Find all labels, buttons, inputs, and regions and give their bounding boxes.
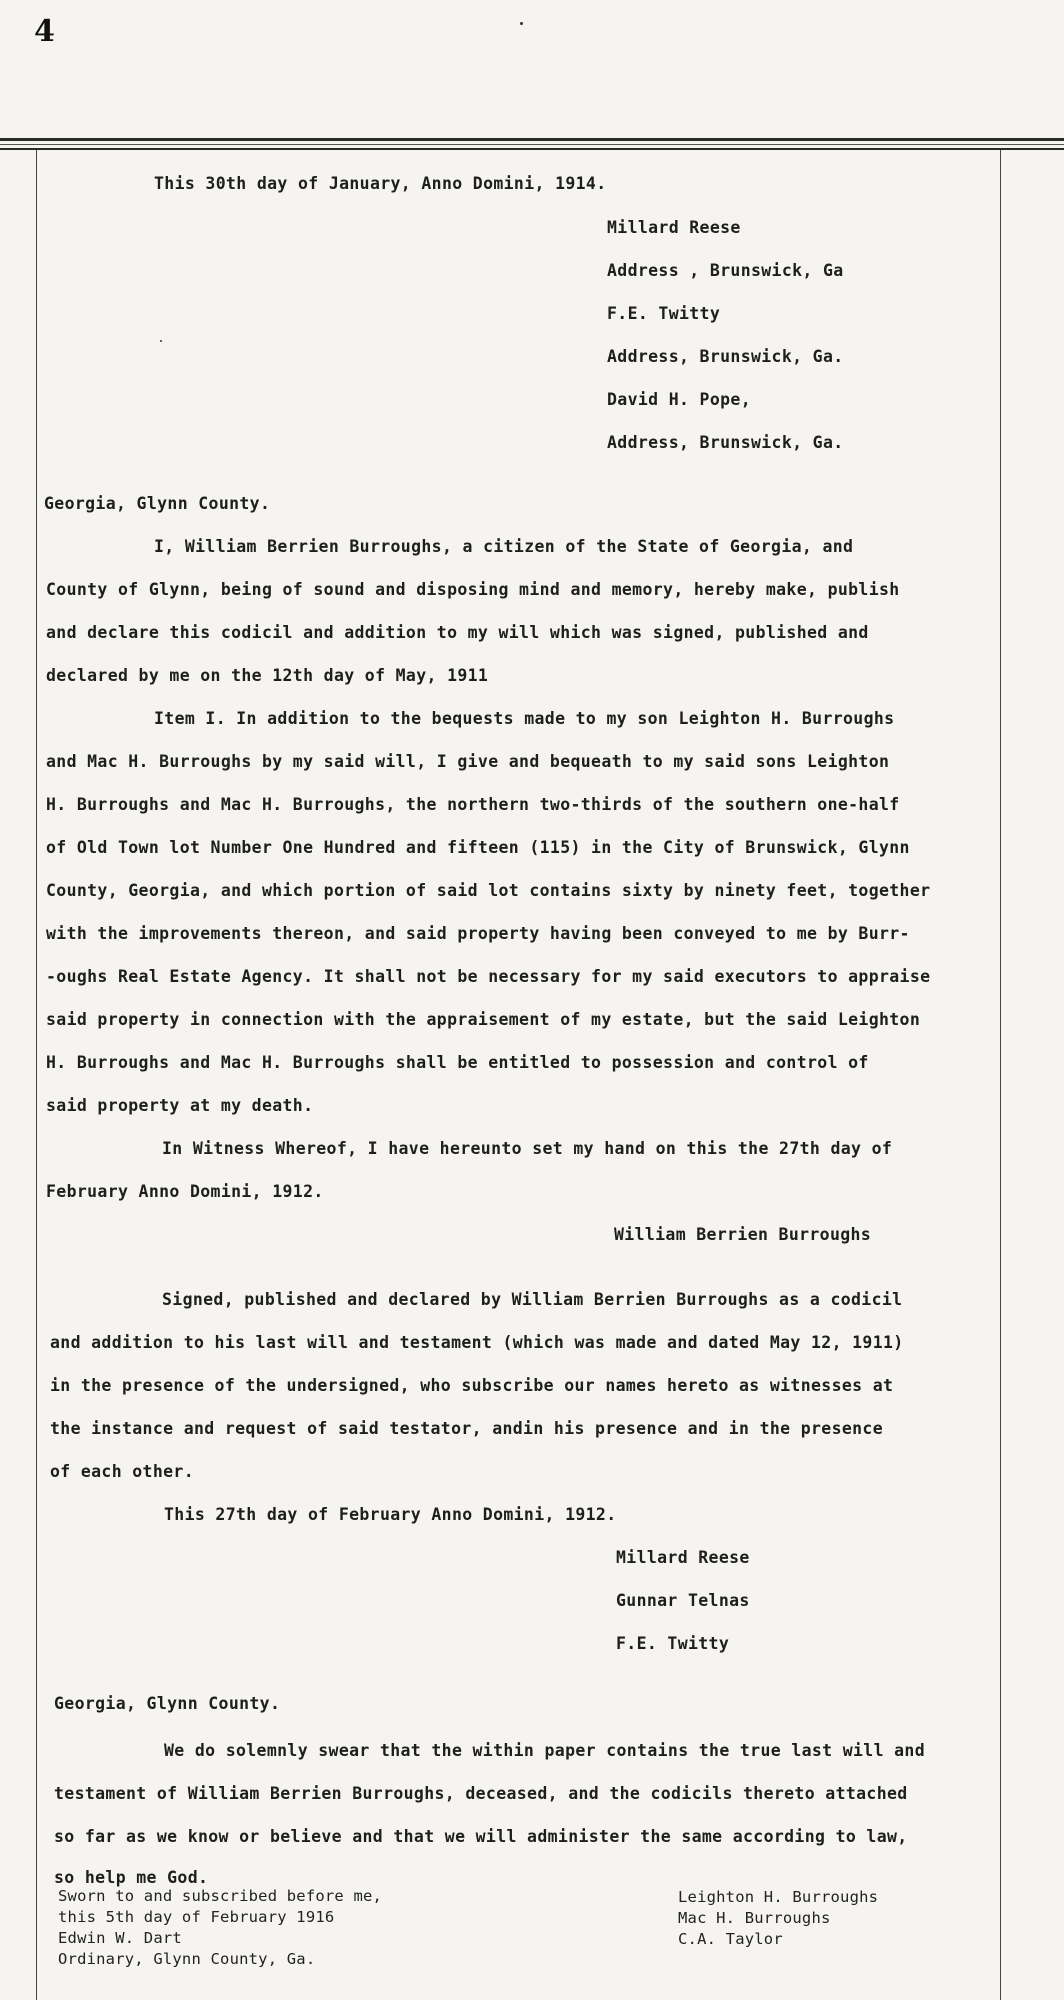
item-one-line: with the improvements thereon, and said property having been conveyed to me by Burr- <box>46 924 910 943</box>
header-rule-thin <box>0 144 1064 145</box>
executor-name: Mac H. Burroughs <box>678 1909 831 1927</box>
sworn-line: Sworn to and subscribed before me, <box>58 1887 383 1905</box>
witness-address: Address , Brunswick, Ga <box>607 261 844 280</box>
sworn-line: Edwin W. Dart <box>58 1929 182 1947</box>
item-one-line: said property in connection with the appraisement of my estate, but the said Leighton <box>46 1010 921 1029</box>
left-margin-line <box>36 150 37 2000</box>
attestation-date-line: This 27th day of February Anno Domini, 1912. <box>164 1505 617 1524</box>
witness-whereof-line: February Anno Domini, 1912. <box>46 1182 324 1201</box>
attesting-witness: Gunnar Telnas <box>616 1591 750 1610</box>
venue-line: Georgia, Glynn County. <box>44 494 271 513</box>
executor-name: Leighton H. Burroughs <box>678 1888 879 1906</box>
attestation-line: and addition to his last will and testament (which was made and dated May 12, 1911) <box>50 1333 904 1352</box>
witness-name: Millard Reese <box>607 218 741 237</box>
paper-speck <box>160 340 162 342</box>
witness-name: F.E. Twitty <box>607 304 721 323</box>
attestation-line: in the presence of the undersigned, who subscribe our names hereto as witnesses at <box>50 1376 894 1395</box>
codicil-paragraph-line: County of Glynn, being of sound and disposing mind and memory, hereby make, publish <box>46 580 900 599</box>
witness-name: David H. Pope, <box>607 390 751 409</box>
oath-line: testament of William Berrien Burroughs, deceased, and the codicils thereto attached <box>54 1784 908 1803</box>
witness-address: Address, Brunswick, Ga. <box>607 347 844 366</box>
oath-line: so help me God. <box>54 1868 209 1887</box>
testator-signature: William Berrien Burroughs <box>614 1225 872 1244</box>
oath-line: We do solemnly swear that the within paper contains the true last will and <box>164 1741 926 1760</box>
item-one-line: -oughs Real Estate Agency. It shall not be necessary for my said executors to appraise <box>46 967 931 986</box>
page-number: 4 <box>34 14 55 49</box>
header-rule-lower <box>0 148 1064 150</box>
item-one-line: H. Burroughs and Mac H. Burroughs shall be entitled to possession and control of <box>46 1053 869 1072</box>
sworn-line: Ordinary, Glynn County, Ga. <box>58 1950 316 1968</box>
witness-address: Address, Brunswick, Ga. <box>607 433 844 452</box>
codicil-paragraph-line: and declare this codicil and addition to my will which was signed, published and <box>46 623 869 642</box>
attestation-line: of each other. <box>50 1462 194 1481</box>
item-one-line: H. Burroughs and Mac H. Burroughs, the northern two-thirds of the southern one-half <box>46 795 900 814</box>
item-one-line: Item I. In addition to the bequests made to my son Leighton H. Burroughs <box>154 709 895 728</box>
witness-whereof-line: In Witness Whereof, I have hereunto set my hand on this the 27th day of <box>162 1139 893 1158</box>
attesting-witness: F.E. Twitty <box>616 1634 730 1653</box>
header-rule <box>0 138 1064 141</box>
attestation-line: the instance and request of said testator, andin his presence and in the presence <box>50 1419 883 1438</box>
item-one-line: said property at my death. <box>46 1096 314 1115</box>
item-one-line: County, Georgia, and which portion of said lot contains sixty by ninety feet, together <box>46 881 931 900</box>
item-one-line: and Mac H. Burroughs by my said will, I give and bequeath to my said sons Leighton <box>46 752 890 771</box>
oath-venue-line: Georgia, Glynn County. <box>54 1694 281 1713</box>
attestation-line: Signed, published and declared by William Berrien Burroughs as a codicil <box>162 1290 903 1309</box>
attesting-witness: Millard Reese <box>616 1548 750 1567</box>
item-one-line: of Old Town lot Number One Hundred and fifteen (115) in the City of Brunswick, Glynn <box>46 838 910 857</box>
executor-name: C.A. Taylor <box>678 1930 783 1948</box>
oath-line: so far as we know or believe and that we will administer the same according to law, <box>54 1827 908 1846</box>
codicil-paragraph-line: declared by me on the 12th day of May, 1911 <box>46 666 489 685</box>
sworn-line: this 5th day of February 1916 <box>58 1908 335 1926</box>
codicil-paragraph-line: I, William Berrien Burroughs, a citizen of the State of Georgia, and <box>154 537 854 556</box>
paper-speck <box>520 22 523 25</box>
date-line-1914: This 30th day of January, Anno Domini, 1914. <box>154 174 607 193</box>
right-margin-line <box>1000 150 1001 2000</box>
